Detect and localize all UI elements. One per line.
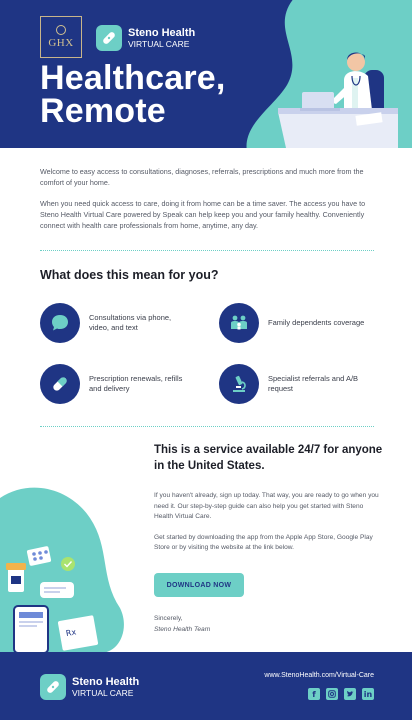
footer	[0, 652, 412, 720]
feature-item	[40, 364, 189, 404]
company-logo[interactable]	[40, 16, 82, 58]
feature-label: Specialist referrals and A/B request	[268, 374, 359, 393]
footer-brand-subtitle: VIRTUAL CARE	[72, 687, 134, 698]
svg-text:Rx: Rx	[65, 627, 77, 639]
feature-item	[40, 303, 189, 343]
microscope-icon	[219, 364, 259, 404]
signoff	[154, 613, 210, 635]
service-paragraph: If you haven't already, sign up today. That way, you are ready to go when you need it. Our step-by-step guide can also help you get started with Steno Health Virtual Care.	[154, 492, 379, 520]
brand-lockup[interactable]	[96, 25, 195, 51]
section-title: What does this mean for you?	[40, 268, 219, 282]
dotted-divider	[40, 250, 374, 251]
instagram-icon[interactable]	[326, 688, 338, 700]
phone-medicine-illustration	[0, 478, 140, 653]
feature-label: Consultations via phone, video, and text	[89, 313, 172, 332]
footer-brand-name: Steno Health	[72, 675, 140, 688]
service-body	[154, 491, 380, 554]
signoff-text: Sincerely,	[154, 615, 183, 622]
brand-subtitle: VIRTUAL CARE	[128, 38, 190, 49]
service-paragraph: Get started by downloading the app from the Apple App Store, Google Play Store or by visiting the website at the link below.	[154, 533, 373, 551]
intro-paragraph: When you need quick access to care, doing it from home can be a time saver. The access you have to Steno Health Virtual Care powered by Speak can help keep you and your family healthy. Conveniently connect with health care professionals from home, anytime, any day.	[40, 199, 366, 230]
page-title: Healthcare, Remote	[40, 59, 226, 130]
intro-paragraph: Welcome to easy access to consultations, diagnoses, referrals, prescriptions and much more from the comfort of your home.	[40, 167, 364, 187]
bandage-icon	[40, 674, 66, 700]
logo-ring-icon	[56, 25, 66, 35]
dotted-divider	[40, 426, 374, 427]
feature-item	[219, 364, 368, 404]
hero-banner	[0, 0, 412, 148]
signoff-team: Steno Health Team	[154, 626, 211, 633]
bandage-icon	[96, 25, 122, 51]
feature-label: Family dependents coverage	[268, 318, 365, 327]
download-now-button[interactable]: DOWNLOAD NOW	[154, 573, 244, 597]
chat-bubble-icon	[40, 303, 80, 343]
linkedin-icon[interactable]: in	[363, 689, 373, 699]
service-title: This is a service available 24/7 for anyone in the United States.	[154, 444, 383, 472]
brand-name: Steno Health	[128, 26, 196, 39]
intro-text	[40, 166, 372, 231]
website-link[interactable]: www.StenoHealth.com/Virtual-Care	[264, 672, 374, 679]
family-icon	[219, 303, 259, 343]
twitter-icon[interactable]	[344, 688, 356, 700]
doctor-illustration	[272, 40, 402, 148]
social-links	[308, 688, 374, 700]
footer-brand-lockup[interactable]	[40, 674, 139, 700]
pill-icon	[40, 364, 80, 404]
feature-label: Prescription renewals, refills and delivery	[89, 374, 183, 393]
logo-text: GHX	[48, 37, 74, 49]
facebook-icon[interactable]: f	[308, 688, 320, 700]
feature-item	[219, 303, 368, 343]
